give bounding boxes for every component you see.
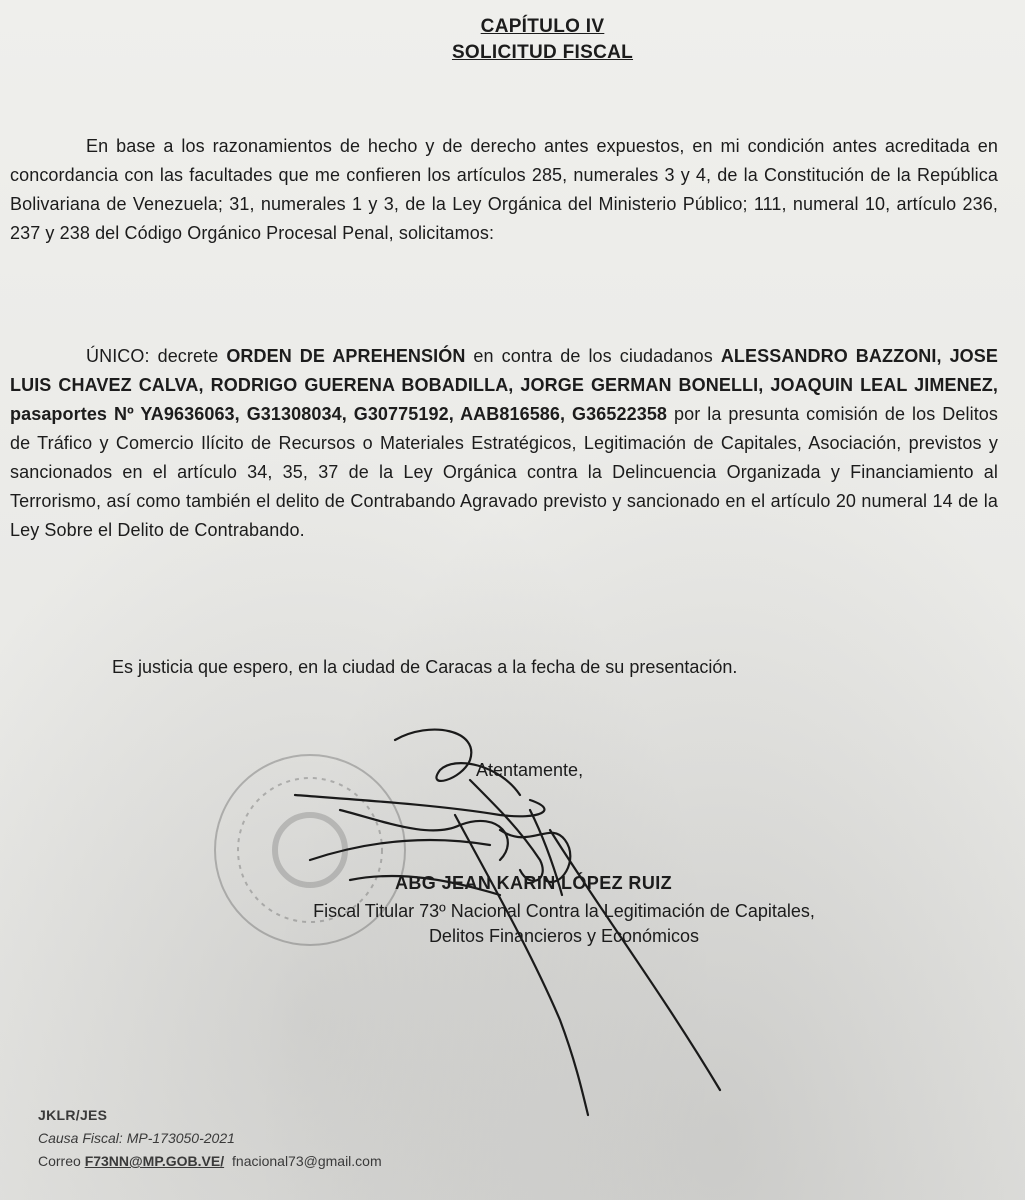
arrest-order: ORDEN DE APREHENSIÓN (226, 346, 466, 366)
document-heading (0, 14, 1025, 66)
paragraph-legal-basis: En base a los razonamientos de hecho y de derecho antes expuestos, en mi condición antes acreditada en concordancia con las facultades que me confieren los artículos 285, numerales 3 y 4, de la Constitución de la República Bolivariana de Venezuela; 31, numerales 1 y 3, de la Ley Orgánica del Ministerio Público; 111, numeral 10, artículo 236, 237 y 238 del Código Orgánico Procesal Penal, solicitamos: (10, 136, 998, 243)
email-label: Correo (38, 1153, 81, 1169)
document-footer (38, 1104, 382, 1173)
request-label: ÚNICO (86, 346, 145, 366)
signer-title (244, 899, 884, 949)
alternate-email-link[interactable]: fnacional73@gmail.com (232, 1153, 382, 1169)
salutation: Atentamente, (476, 760, 584, 780)
case-reference: Causa Fiscal: MP-173050-2021 (38, 1130, 235, 1146)
closing-statement: Es justicia que espero, en la ciudad de Caracas a la fecha de su presentación. (112, 657, 738, 677)
contact-emails (38, 1150, 382, 1173)
section-title: SOLICITUD FISCAL (451, 42, 634, 63)
signer-title-line-2: Delitos Financieros y Económicos (428, 926, 700, 946)
request-text-c: por la presunta comisión de los Delitos de Tráfico y Comercio Ilícito de Recursos o Materiales Estratégicos, Legitimación de Capitales, Asociación, previstos y sancionados en el artículo 34, 35, 37 de la Ley Orgánica contra la Delincuencia Organizada y Financiamiento al Terrorismo, así como también el delito de Contrabando Agravado previsto y sancionado en el artículo 20 numeral 14 de la Ley Sobre el Delito de Contrabando. (10, 404, 998, 540)
signer-name: ABG JEAN KARIN LÓPEZ RUIZ (395, 873, 673, 893)
case-reference-label: Causa Fiscal (38, 1130, 119, 1146)
chapter-title: CAPÍTULO IV (480, 16, 605, 37)
request-text-a: : decrete (144, 346, 227, 366)
case-reference-value: MP-173050-2021 (126, 1130, 235, 1146)
official-email-link[interactable]: F73NN@MP.GOB.VE/ (84, 1153, 225, 1169)
signer-title-line-1: Fiscal Titular 73º Nacional Contra la Legitimación de Capitales, (313, 901, 815, 921)
request-text-b: en contra de los ciudadanos (465, 346, 721, 366)
defendant-names: ALESSANDRO BAZZONI, JOSE LUIS CHAVEZ CALVA, RODRIGO GUERENA BOBADILLA, JORGE GERMAN BONELLI, JOAQUIN LEAL JIMENEZ, pasaportes Nº YA9636063, G31308034, G30775192, AAB816586, G36522358 (10, 346, 998, 424)
author-initials: JKLR/JES (38, 1107, 108, 1123)
paragraph-request (10, 342, 998, 545)
